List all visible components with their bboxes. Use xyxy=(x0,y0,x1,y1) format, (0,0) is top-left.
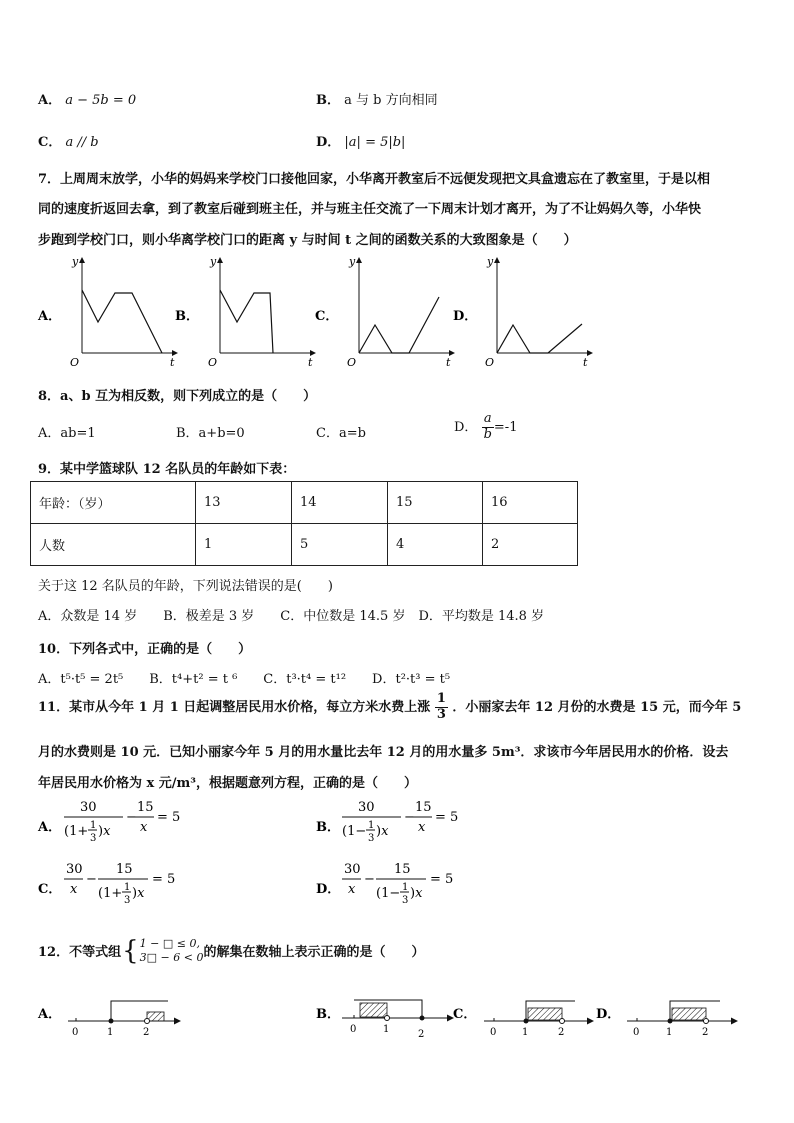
table-cell: 14 xyxy=(292,482,388,524)
option-label: A． xyxy=(38,93,62,108)
tick-label: 2 xyxy=(558,1027,565,1038)
table-cell: 16 xyxy=(483,482,578,524)
origin-label: O xyxy=(347,356,357,369)
t-axis-label: t xyxy=(583,356,588,369)
eq-rhs: = 5 xyxy=(435,810,459,825)
number-line-c[interactable] xyxy=(453,1001,593,1038)
table-cell: 1 xyxy=(196,524,292,566)
eq-small-num: 1 xyxy=(368,820,375,831)
q11-option-d[interactable] xyxy=(316,862,453,906)
fraction-numerator: 1 xyxy=(436,691,446,706)
option-text: =-1 xyxy=(493,419,518,435)
option-label: C． xyxy=(38,135,62,150)
eq-small-den: 3 xyxy=(124,895,131,906)
table-cell: 年龄：（岁） xyxy=(31,482,196,524)
origin-label: O xyxy=(208,356,218,369)
number-line-b[interactable] xyxy=(316,1000,453,1040)
table-cell: 13 xyxy=(196,482,292,524)
tick-label: 0 xyxy=(633,1027,640,1038)
open-dot xyxy=(704,1019,709,1024)
eq-denominator: x xyxy=(140,820,148,835)
tick-label: 2 xyxy=(418,1029,425,1040)
eq-denominator: (1− xyxy=(376,886,401,901)
q11-text-b: ．小丽家去年 12 月份的水费是 15 元，而今年 5 xyxy=(452,699,742,715)
eq-numerator: 15 xyxy=(137,800,154,815)
solid-dot xyxy=(668,1019,673,1024)
option-label: D． xyxy=(596,1007,621,1022)
inequality-1: 1 − □ ≤ 0, xyxy=(139,937,200,950)
q7-graphs xyxy=(30,252,630,374)
number-line-a[interactable] xyxy=(37,1001,180,1038)
hatched-region xyxy=(672,1008,706,1020)
age-table xyxy=(30,481,578,566)
graph-d[interactable] xyxy=(453,255,592,369)
q12-number-lines xyxy=(30,990,750,1040)
eq-denominator: (1+ xyxy=(98,886,123,901)
eq-denominator: x xyxy=(348,882,356,897)
number-line-d[interactable] xyxy=(596,1001,737,1038)
graph-curve xyxy=(220,290,273,353)
option-label: A． xyxy=(38,1007,62,1022)
eq-numerator: 15 xyxy=(116,862,133,877)
q7-stem-line1: 7．上周周末放学，小华的妈妈来学校门口接他回家，小华离开教室后不远便发现把文具盒遗忘在了教室里，于是以相 xyxy=(38,172,711,187)
inequality-system xyxy=(140,937,204,965)
eq-numerator: 30 xyxy=(66,862,83,877)
t-axis-label: t xyxy=(308,356,313,369)
fraction-numerator: a xyxy=(482,412,494,428)
eq-denominator-tail: )x xyxy=(410,886,423,901)
graph-label: D． xyxy=(453,309,478,324)
q12-stem xyxy=(38,937,424,965)
eq-small-den: 3 xyxy=(402,895,409,906)
q6-option-b[interactable] xyxy=(316,89,438,108)
y-axis-label: y xyxy=(487,255,494,268)
q6-option-a[interactable] xyxy=(38,89,136,108)
eq-numerator: 15 xyxy=(415,800,432,815)
inequality-2: 3□ − 6 < 0 xyxy=(139,950,204,964)
option-label: B． xyxy=(316,1007,340,1022)
option-label: A． xyxy=(38,820,62,835)
q8-option-c[interactable]: C．a=b xyxy=(316,426,366,441)
solid-dot xyxy=(420,1016,425,1021)
fraction xyxy=(482,412,494,443)
option-label: C． xyxy=(38,882,62,897)
option-label: B． xyxy=(316,93,340,108)
eq-denominator: (1− xyxy=(342,824,367,839)
open-dot xyxy=(560,1019,565,1024)
hatched-region xyxy=(528,1008,562,1020)
q11-option-a[interactable] xyxy=(37,800,180,844)
table-row xyxy=(31,482,578,524)
tick-label: 1 xyxy=(522,1027,529,1038)
graph-a[interactable] xyxy=(37,255,177,369)
option-label: B． xyxy=(316,820,340,835)
q8-stem: 8．a、b 互为相反数，则下列成立的是（ ） xyxy=(38,389,317,404)
eq-denominator-tail: )x xyxy=(132,886,145,901)
t-axis-label: t xyxy=(446,356,451,369)
q7-stem-line2: 同的速度折返回去拿，到了教室后碰到班主任，并与班主任交流了一下周末计划才离开，为了不让妈妈久等，小华快 xyxy=(38,202,702,217)
q6-option-c[interactable] xyxy=(38,131,99,150)
tick-label: 0 xyxy=(490,1027,497,1038)
q11-text-a: 11．某市从今年 1 月 1 日起调整居民用水价格，每立方米水费上涨 xyxy=(38,699,431,715)
t-axis-label: t xyxy=(170,356,175,369)
q8-option-d[interactable] xyxy=(454,412,517,443)
eq-small-den: 3 xyxy=(368,833,375,844)
graph-label: A． xyxy=(38,309,62,324)
eq-small-num: 1 xyxy=(402,882,409,893)
eq-denominator-tail: )x xyxy=(376,824,389,839)
eq-numerator: 30 xyxy=(344,862,361,877)
y-axis-label: y xyxy=(349,255,356,268)
eq-small-num: 1 xyxy=(124,882,131,893)
table-row xyxy=(31,524,578,566)
q11-options xyxy=(30,795,490,920)
q11-stem-line2: 月的水费则是 10 元．已知小丽家今年 5 月的用水量比去年 12 月的用水量多 5m³．求该市今年居民用水的价格．设去 xyxy=(38,745,729,760)
eq-rhs: = 5 xyxy=(157,810,181,825)
q12-text-a: 12．不等式组 xyxy=(38,945,122,961)
tick-label: 1 xyxy=(107,1027,114,1038)
tick-label: 0 xyxy=(72,1027,79,1038)
graph-curve xyxy=(497,324,582,353)
fraction xyxy=(435,692,448,723)
eq-denominator: x xyxy=(70,882,78,897)
open-dot xyxy=(385,1016,390,1021)
q8-option-a[interactable]: A．ab=1 xyxy=(38,426,96,441)
q11-option-c[interactable] xyxy=(38,862,175,906)
eq-small-den: 3 xyxy=(90,833,97,844)
eq-denominator-tail: )x xyxy=(98,824,111,839)
table-cell: 5 xyxy=(292,524,388,566)
option-label: D． xyxy=(454,419,478,435)
table-cell: 2 xyxy=(483,524,578,566)
q8-option-b[interactable]: B．a+b=0 xyxy=(176,426,245,441)
fraction-denominator: 3 xyxy=(436,706,446,722)
q10-options[interactable]: A．t⁵·t⁵ = 2t⁵ B．t⁴+t² = t ⁶ C．t³·t⁴ = t¹² D．t²·t³ = t⁵ xyxy=(38,672,451,687)
eq-rhs: = 5 xyxy=(152,872,176,887)
table-cell: 4 xyxy=(388,524,483,566)
q7-stem-line3: 步跑到学校门口，则小华离学校门口的距离 y 与时间 t 之间的函数关系的大致图象是（ ） xyxy=(38,233,577,248)
graph-label: C． xyxy=(315,309,339,324)
tick-label: 1 xyxy=(383,1024,390,1035)
option-text: a 与 b 方向相同 xyxy=(344,93,438,108)
graph-curve xyxy=(359,297,439,353)
eq-minus: − xyxy=(404,810,415,825)
option-label: D． xyxy=(316,135,341,150)
origin-label: O xyxy=(485,356,495,369)
graph-label: B． xyxy=(175,309,199,324)
q9-question: 关于这 12 名队员的年龄，下列说法错误的是( ) xyxy=(38,579,333,594)
q11-stem-line3: 年居民用水价格为 x 元/m³，根据题意列方程，正确的是（ ） xyxy=(38,776,417,791)
eq-denominator: x xyxy=(418,820,426,835)
q11-option-b[interactable] xyxy=(316,800,458,844)
y-axis-label: y xyxy=(210,255,217,268)
eq-denominator: (1+ xyxy=(64,824,89,839)
eq-minus: − xyxy=(86,872,97,887)
tick-label: 0 xyxy=(350,1024,357,1035)
origin-label: O xyxy=(70,356,80,369)
solid-dot xyxy=(524,1019,529,1024)
brace-icon: { xyxy=(122,935,139,966)
eq-numerator: 15 xyxy=(394,862,411,877)
option-label: C． xyxy=(453,1007,477,1022)
eq-minus: − xyxy=(364,872,375,887)
graph-c[interactable] xyxy=(315,255,454,369)
eq-numerator: 30 xyxy=(80,800,97,815)
graph-b[interactable] xyxy=(175,255,315,369)
option-label: D． xyxy=(316,882,341,897)
open-dot xyxy=(145,1019,150,1024)
q10-stem: 10．下列各式中，正确的是（ ） xyxy=(38,642,252,657)
table-cell: 15 xyxy=(388,482,483,524)
eq-rhs: = 5 xyxy=(430,872,454,887)
eq-minus: − xyxy=(126,810,137,825)
q9-stem: 9．某中学篮球队 12 名队员的年龄如下表： xyxy=(38,462,296,477)
tick-label: 2 xyxy=(702,1027,709,1038)
q9-options[interactable]: A．众数是 14 岁 B．极差是 3 岁 C．中位数是 14.5 岁 D．平均数是 14.8 岁 xyxy=(38,609,545,624)
y-axis-label: y xyxy=(72,255,79,268)
option-text: a // b xyxy=(65,135,99,150)
eq-small-num: 1 xyxy=(90,820,97,831)
graph-curve xyxy=(82,290,162,353)
tick-label: 2 xyxy=(143,1027,150,1038)
q12-text-b: 的解集在数轴上表示正确的是（ ） xyxy=(203,945,425,961)
option-text: a − 5b = 0 xyxy=(65,93,137,108)
hatched-region xyxy=(360,1003,387,1017)
fraction-denominator: b xyxy=(483,426,492,442)
option-text: |a| = 5|b| xyxy=(344,135,406,150)
table-cell: 人数 xyxy=(31,524,196,566)
eq-numerator: 30 xyxy=(358,800,375,815)
tick-label: 1 xyxy=(666,1027,673,1038)
q6-option-d[interactable] xyxy=(316,131,405,150)
q11-stem-line1 xyxy=(38,692,741,723)
